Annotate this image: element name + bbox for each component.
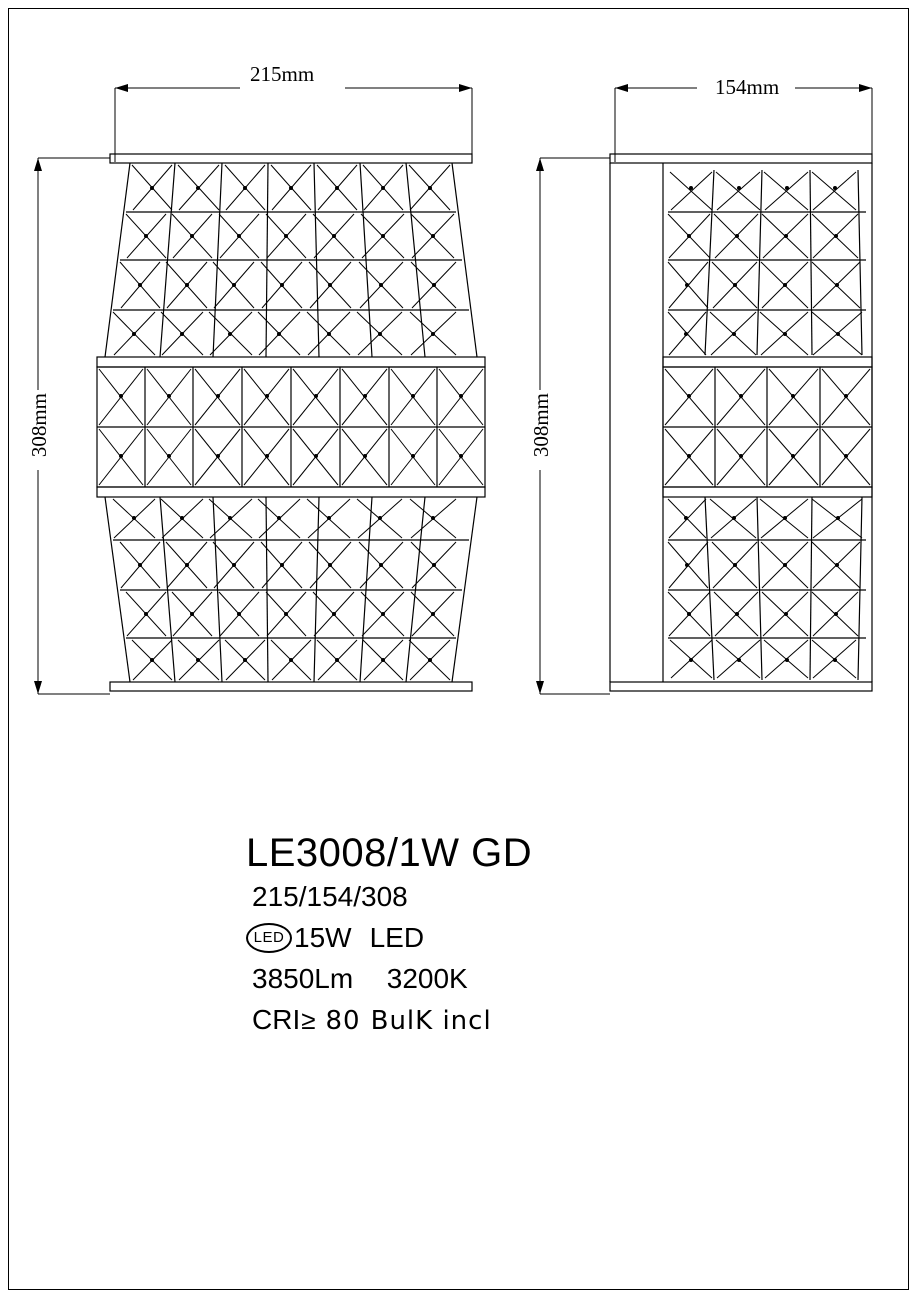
front-crystal-middle [97, 367, 485, 487]
luminous-flux: 3850Lm [252, 963, 354, 994]
lamp-wattage: 15W [294, 922, 352, 953]
front-crystal-lower [113, 497, 469, 682]
cri-spec-row [246, 999, 766, 1042]
bulb-included-note: BulK incl [370, 1006, 492, 1036]
cri-label: CRI [252, 1004, 301, 1035]
front-elevation [97, 154, 485, 691]
side-crystal-upper [668, 170, 866, 355]
product-dimensions: 215/154/308 [252, 881, 408, 912]
front-width-dimension [115, 84, 472, 162]
front-crystal-upper [113, 163, 469, 357]
side-crystal-middle [663, 367, 872, 487]
greater-equal-icon: ≥ [301, 1005, 316, 1035]
side-elevation [610, 154, 872, 691]
side-crystal-lower [668, 497, 866, 680]
lamp-spec-row [246, 917, 766, 958]
product-model: LE3008/1W GD [246, 831, 533, 875]
side-height-label: 308mm [529, 393, 553, 458]
front-height-label: 308mm [27, 393, 51, 458]
lamp-type: LED [369, 922, 425, 953]
led-icon: LED [246, 923, 292, 953]
front-width-label: 215mm [250, 62, 315, 86]
color-temperature: 3200K [386, 963, 468, 994]
side-width-label: 154mm [715, 75, 780, 99]
specification-block [246, 830, 766, 1042]
cri-value: 80 [325, 1006, 361, 1036]
output-spec-row [246, 958, 766, 999]
